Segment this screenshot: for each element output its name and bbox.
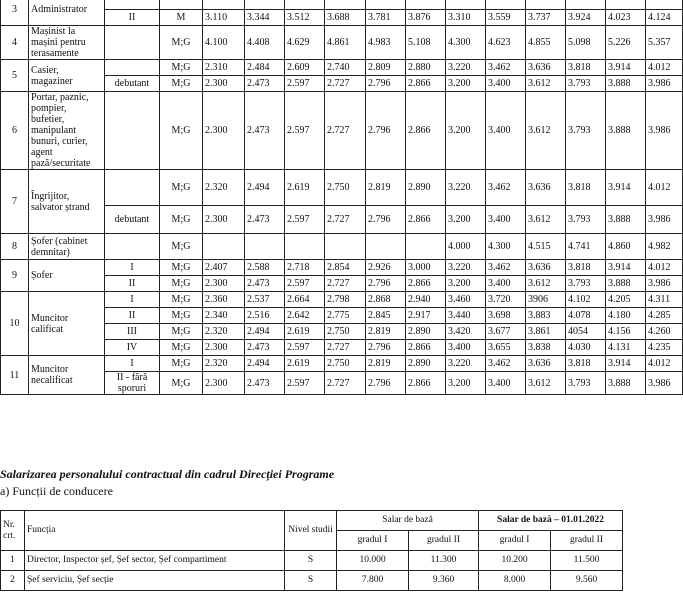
salary-cell: 3.720 <box>486 292 526 308</box>
salary-cell: 4.515 <box>526 234 566 260</box>
salary-cell: 2.494 <box>245 170 285 206</box>
salary-cell: 2.597 <box>285 206 325 234</box>
salary-cell: 2.866 <box>406 276 446 292</box>
salary-cell: 2.300 <box>203 76 245 92</box>
salary-cell: 4.180 <box>606 308 646 324</box>
salary-cell: 3.344 <box>245 10 285 26</box>
salary-cell: 2.619 <box>285 170 325 206</box>
salary-cell: 2.798 <box>325 292 366 308</box>
function-name: Muncitor necalificat <box>29 356 105 395</box>
salary-cell: 3.612 <box>526 76 566 92</box>
salary-cell: 3.688 <box>325 10 366 26</box>
salary-cell: 3.636 <box>526 170 566 206</box>
header-study-level: Nivel studii <box>285 511 337 551</box>
salary-cell: 2.866 <box>406 206 446 234</box>
salary-cell: 4.205 <box>606 292 646 308</box>
row-nr: 8 <box>1 234 29 260</box>
grade <box>105 26 160 60</box>
table-row <box>1 0 683 10</box>
salary-cell: 2.866 <box>406 76 446 92</box>
salary-cell: 2.740 <box>325 60 366 76</box>
salary-cell: 3.793 <box>566 76 606 92</box>
salary-cell: 3.818 <box>566 356 606 372</box>
salary-cell: 3.793 <box>566 92 606 170</box>
salary-cell: 3.883 <box>526 308 566 324</box>
header-grade-2: gradul II <box>409 531 479 551</box>
salary-cell: 3.636 <box>526 60 566 76</box>
salary-cell: 2.407 <box>203 260 245 276</box>
study-level: M;G <box>160 340 203 356</box>
header-grade-2-2022: gradul II <box>551 531 623 551</box>
salary-cell: 11.500 <box>551 551 623 571</box>
salary-cell: 3.612 <box>526 206 566 234</box>
salary-cell: 3.460 <box>446 292 486 308</box>
grade: III <box>105 324 160 340</box>
salary-cell: 3.220 <box>446 170 486 206</box>
salary-cell: 5.108 <box>406 26 446 60</box>
salary-cell: 3.000 <box>406 260 446 276</box>
salary-cell: 2.940 <box>406 292 446 308</box>
table-row <box>1 170 683 206</box>
salary-cell: 4.012 <box>646 356 683 372</box>
header-base-salary-2022: Salar de bază – 01.01.2022 <box>479 511 623 531</box>
section-title: Salarizarea personalului contractual din cadrul Direcției Programe <box>0 467 335 481</box>
salary-cell: 3.818 <box>566 260 606 276</box>
salary-cell: 2.473 <box>245 340 285 356</box>
salary-cell: 3.888 <box>606 206 646 234</box>
function-name: Casier, magaziner <box>29 60 105 92</box>
study-level: S <box>285 571 337 591</box>
salary-cell: 3.986 <box>646 276 683 292</box>
grade: I <box>105 260 160 276</box>
salary-cell: 2.727 <box>325 92 366 170</box>
grade: I <box>105 292 160 308</box>
salary-cell: 2.473 <box>245 276 285 292</box>
table-row <box>1 551 623 571</box>
row-nr: 6 <box>1 92 29 170</box>
grade: I <box>105 356 160 372</box>
salary-cell: 3.200 <box>446 276 486 292</box>
grade <box>105 92 160 170</box>
salary-cell: 2.917 <box>406 308 446 324</box>
grade: II <box>105 10 160 26</box>
salary-cell <box>245 234 285 260</box>
salary-cell <box>245 0 285 10</box>
salary-cell: 2.597 <box>285 340 325 356</box>
salary-cell <box>646 0 683 10</box>
salary-cell: 3.400 <box>486 372 526 395</box>
salary-cell: 3.838 <box>526 340 566 356</box>
salary-cell: 4.311 <box>646 292 683 308</box>
salary-cell: 3906 <box>526 292 566 308</box>
salary-cell: 3.888 <box>606 92 646 170</box>
salary-cell: 4.012 <box>646 170 683 206</box>
study-level: M;G <box>160 276 203 292</box>
salary-cell: 4.100 <box>203 26 245 60</box>
salary-cell: 3.655 <box>486 340 526 356</box>
table-row <box>1 234 683 260</box>
salary-cell: 3.781 <box>366 10 406 26</box>
study-level <box>160 0 203 10</box>
salary-cell: 4.124 <box>646 10 683 26</box>
salary-cell: 2.300 <box>203 372 245 395</box>
table-row <box>1 260 683 276</box>
salary-cell: 2.926 <box>366 260 406 276</box>
grade: IV <box>105 340 160 356</box>
salary-cell: 3.888 <box>606 76 646 92</box>
salary-cell: 3.559 <box>486 10 526 26</box>
header-nr: Nr. crt. <box>1 511 25 551</box>
salary-cell: 4.983 <box>366 26 406 60</box>
salary-cell: 3.462 <box>486 260 526 276</box>
function-name: Îngrijitor, salvator ștrand <box>29 170 105 234</box>
salary-cell: 11.300 <box>409 551 479 571</box>
study-level: M;G <box>160 372 203 395</box>
salary-cell: 2.609 <box>285 60 325 76</box>
salary-cell: 4.235 <box>646 340 683 356</box>
salary-cell: 3.462 <box>486 60 526 76</box>
salary-cell: 2.300 <box>203 276 245 292</box>
salary-cell: 2.494 <box>245 356 285 372</box>
salary-cell <box>325 234 366 260</box>
salary-cell: 3.636 <box>526 260 566 276</box>
salary-cell: 2.809 <box>366 60 406 76</box>
study-level: M;G <box>160 292 203 308</box>
salary-cell: 2.880 <box>406 60 446 76</box>
salary-cell: 2.320 <box>203 170 245 206</box>
salary-cell: 2.845 <box>366 308 406 324</box>
salary-cell: 2.775 <box>325 308 366 324</box>
grade <box>105 60 160 76</box>
salary-cell <box>526 0 566 10</box>
salary-cell: 2.588 <box>245 260 285 276</box>
salary-cell: 3.612 <box>526 92 566 170</box>
grade <box>105 170 160 206</box>
row-nr: 2 <box>1 571 25 591</box>
grade: II <box>105 276 160 292</box>
table-row <box>1 292 683 308</box>
salary-cell: 2.300 <box>203 206 245 234</box>
salary-cell: 3.612 <box>526 372 566 395</box>
salary-cell: 4.030 <box>566 340 606 356</box>
salary-cell: 10.000 <box>337 551 409 571</box>
salary-cell: 2.473 <box>245 372 285 395</box>
study-level: M;G <box>160 356 203 372</box>
salary-cell: 2.727 <box>325 76 366 92</box>
grade: debutant <box>105 206 160 234</box>
salary-cell: 4.855 <box>526 26 566 60</box>
salary-cell: 2.340 <box>203 308 245 324</box>
salary-cell <box>366 234 406 260</box>
salary-cell: 4.000 <box>446 234 486 260</box>
salary-cell: 5.098 <box>566 26 606 60</box>
study-level: M;G <box>160 324 203 340</box>
salary-cell: 3.110 <box>203 10 245 26</box>
salary-cell: 3.220 <box>446 356 486 372</box>
header-grade-1: gradul I <box>337 531 409 551</box>
salary-cell: 2.619 <box>285 356 325 372</box>
salary-cell: 2.664 <box>285 292 325 308</box>
salary-cell: 3.677 <box>486 324 526 340</box>
salary-cell: 4.860 <box>606 234 646 260</box>
salary-cell: 2.750 <box>325 356 366 372</box>
salary-cell: 2.727 <box>325 276 366 292</box>
salary-cell: 3.793 <box>566 372 606 395</box>
salary-cell: 3.737 <box>526 10 566 26</box>
salary-cell: 2.727 <box>325 206 366 234</box>
function-name: Șofer <box>29 260 105 292</box>
table-row <box>1 26 683 60</box>
salary-cell: 2.473 <box>245 76 285 92</box>
study-level: M;G <box>160 260 203 276</box>
header-function: Funcția <box>25 511 285 551</box>
salary-cell: 2.597 <box>285 276 325 292</box>
salary-cell: 4.629 <box>285 26 325 60</box>
study-level: M;G <box>160 60 203 76</box>
salary-cell <box>406 0 446 10</box>
salary-cell: 2.310 <box>203 60 245 76</box>
salary-cell: 3.914 <box>606 356 646 372</box>
salary-cell: 3.400 <box>486 276 526 292</box>
salary-cell: 3.986 <box>646 206 683 234</box>
salary-cell: 4.861 <box>325 26 366 60</box>
row-nr: 4 <box>1 26 29 60</box>
grade <box>105 0 160 10</box>
grade: II - fără sporuri <box>105 372 160 395</box>
salary-cell: 2.619 <box>285 324 325 340</box>
salary-cell: 2.727 <box>325 340 366 356</box>
salary-cell: 2.890 <box>406 324 446 340</box>
function-name: Mașinist la mașini pentru terasamente <box>29 26 105 60</box>
salary-cell: 2.642 <box>285 308 325 324</box>
salary-cell: 3.914 <box>606 60 646 76</box>
salary-cell: 2.750 <box>325 170 366 206</box>
salary-cell: 2.819 <box>366 356 406 372</box>
salary-cell: 2.516 <box>245 308 285 324</box>
salary-cell: 4.300 <box>446 26 486 60</box>
study-level: M;G <box>160 206 203 234</box>
header-base-salary: Salar de bază <box>337 511 479 531</box>
salary-cell: 3.914 <box>606 170 646 206</box>
salary-cell: 3.986 <box>646 76 683 92</box>
salary-cell: 3.220 <box>446 60 486 76</box>
salary-cell: 3.462 <box>486 170 526 206</box>
salary-cell: 4.023 <box>606 10 646 26</box>
salary-cell: 2.300 <box>203 340 245 356</box>
salary-cell: 2.890 <box>406 356 446 372</box>
study-level: M;G <box>160 308 203 324</box>
row-nr: 1 <box>1 551 25 571</box>
salary-cell: 2.473 <box>245 206 285 234</box>
salary-cell: 3.861 <box>526 324 566 340</box>
study-level: M;G <box>160 92 203 170</box>
table-row <box>1 356 683 372</box>
salary-cell: 3.818 <box>566 60 606 76</box>
function-name: Muncitor calificat <box>29 292 105 356</box>
salary-cell: 4.408 <box>245 26 285 60</box>
salary-cell: 2.796 <box>366 372 406 395</box>
salary-cell: 4.300 <box>486 234 526 260</box>
salary-cell: 3.888 <box>606 372 646 395</box>
salary-cell: 3.612 <box>526 276 566 292</box>
salary-cell: 3.793 <box>566 206 606 234</box>
salary-table-management <box>0 510 623 591</box>
function-name: Șofer (cabinet demnitar) <box>29 234 105 260</box>
salary-cell: 3.400 <box>486 76 526 92</box>
salary-cell: 5.357 <box>646 26 683 60</box>
salary-cell: 2.796 <box>366 206 406 234</box>
salary-cell: 2.320 <box>203 324 245 340</box>
salary-cell: 3.420 <box>446 324 486 340</box>
subsection-title: a) Funcții de conducere <box>0 484 113 498</box>
grade: debutant <box>105 76 160 92</box>
salary-cell: 2.866 <box>406 340 446 356</box>
salary-cell: 2.473 <box>245 92 285 170</box>
salary-cell: 3.888 <box>606 276 646 292</box>
salary-cell: 3.440 <box>446 308 486 324</box>
salary-cell <box>285 0 325 10</box>
salary-cell: 2.866 <box>406 92 446 170</box>
salary-cell: 4.285 <box>646 308 683 324</box>
salary-cell <box>203 0 245 10</box>
grade: II <box>105 308 160 324</box>
study-level: M;G <box>160 170 203 206</box>
salary-cell: 4.102 <box>566 292 606 308</box>
salary-cell: 3.400 <box>446 340 486 356</box>
salary-cell: 3.698 <box>486 308 526 324</box>
salary-cell: 10.200 <box>479 551 551 571</box>
salary-cell: 4.982 <box>646 234 683 260</box>
salary-cell: 2.819 <box>366 324 406 340</box>
salary-cell <box>366 0 406 10</box>
salary-cell: 2.796 <box>366 340 406 356</box>
study-level: M;G <box>160 26 203 60</box>
table-row <box>1 60 683 76</box>
salary-cell: 2.537 <box>245 292 285 308</box>
salary-cell: 4.131 <box>606 340 646 356</box>
salary-cell: 2.320 <box>203 356 245 372</box>
salary-cell: 2.750 <box>325 324 366 340</box>
salary-cell: 3.986 <box>646 92 683 170</box>
salary-cell <box>606 0 646 10</box>
salary-cell: 4.741 <box>566 234 606 260</box>
table-row <box>1 92 683 170</box>
row-nr: 7 <box>1 170 29 234</box>
salary-cell: 3.876 <box>406 10 446 26</box>
row-nr: 9 <box>1 260 29 292</box>
salary-cell: 3.818 <box>566 170 606 206</box>
salary-cell: 4.012 <box>646 60 683 76</box>
salary-cell: 2.796 <box>366 92 406 170</box>
salary-cell: 2.300 <box>203 92 245 170</box>
salary-cell: 3.400 <box>486 206 526 234</box>
row-nr: 10 <box>1 292 29 356</box>
salary-cell: 3.793 <box>566 276 606 292</box>
salary-cell: 3.200 <box>446 76 486 92</box>
row-nr: 5 <box>1 60 29 92</box>
study-level: S <box>285 551 337 571</box>
salary-cell: 3.914 <box>606 260 646 276</box>
salary-cell: 3.200 <box>446 372 486 395</box>
salary-cell <box>446 0 486 10</box>
salary-cell: 2.890 <box>406 170 446 206</box>
salary-cell: 3.200 <box>446 92 486 170</box>
function-name: Portar, paznic, pompier, bufetier, manipulant bunuri, curier, agent pază/securitate <box>29 92 105 170</box>
study-level: M;G <box>160 76 203 92</box>
salary-cell <box>486 0 526 10</box>
salary-cell: 3.924 <box>566 10 606 26</box>
row-nr: 3 <box>1 0 29 26</box>
salary-cell: 9.360 <box>409 571 479 591</box>
salary-cell: 4.623 <box>486 26 526 60</box>
salary-cell <box>285 234 325 260</box>
salary-cell <box>406 234 446 260</box>
salary-cell: 2.854 <box>325 260 366 276</box>
salary-cell: 2.597 <box>285 372 325 395</box>
header-grade-1-2022: gradul I <box>479 531 551 551</box>
salary-cell: 7.800 <box>337 571 409 591</box>
function-name: Șef serviciu, Șef secție <box>25 571 285 591</box>
salary-cell: 3.986 <box>646 372 683 395</box>
salary-cell: 3.462 <box>486 356 526 372</box>
salary-cell: 3.512 <box>285 10 325 26</box>
salary-cell <box>566 0 606 10</box>
salary-cell: 4.012 <box>646 260 683 276</box>
row-nr: 11 <box>1 356 29 395</box>
salary-cell: 3.636 <box>526 356 566 372</box>
salary-cell: 2.866 <box>406 372 446 395</box>
salary-cell: 3.400 <box>486 92 526 170</box>
salary-cell: 3.310 <box>446 10 486 26</box>
salary-cell: 4.260 <box>646 324 683 340</box>
function-name: Director, Inspector șef, Șef sector, Șef compartiment <box>25 551 285 571</box>
salary-cell <box>325 0 366 10</box>
salary-cell: 2.868 <box>366 292 406 308</box>
salary-cell: 2.718 <box>285 260 325 276</box>
salary-cell: 2.360 <box>203 292 245 308</box>
salary-cell: 2.597 <box>285 92 325 170</box>
salary-cell: 9.560 <box>551 571 623 591</box>
salary-cell: 2.484 <box>245 60 285 76</box>
salary-cell: 3.200 <box>446 206 486 234</box>
salary-cell: 5.226 <box>606 26 646 60</box>
salary-cell: 2.597 <box>285 76 325 92</box>
salary-cell: 8.000 <box>479 571 551 591</box>
salary-cell: 4054 <box>566 324 606 340</box>
table-row <box>1 571 623 591</box>
salary-cell: 4.156 <box>606 324 646 340</box>
study-level: M <box>160 10 203 26</box>
salary-cell: 2.796 <box>366 276 406 292</box>
salary-cell: 2.819 <box>366 170 406 206</box>
salary-cell <box>203 234 245 260</box>
salary-cell: 2.494 <box>245 324 285 340</box>
study-level: M;G <box>160 234 203 260</box>
grade <box>105 234 160 260</box>
function-name: Administrator <box>29 0 105 26</box>
salary-cell: 3.220 <box>446 260 486 276</box>
salary-cell: 2.727 <box>325 372 366 395</box>
salary-cell: 2.796 <box>366 76 406 92</box>
salary-cell: 4.078 <box>566 308 606 324</box>
